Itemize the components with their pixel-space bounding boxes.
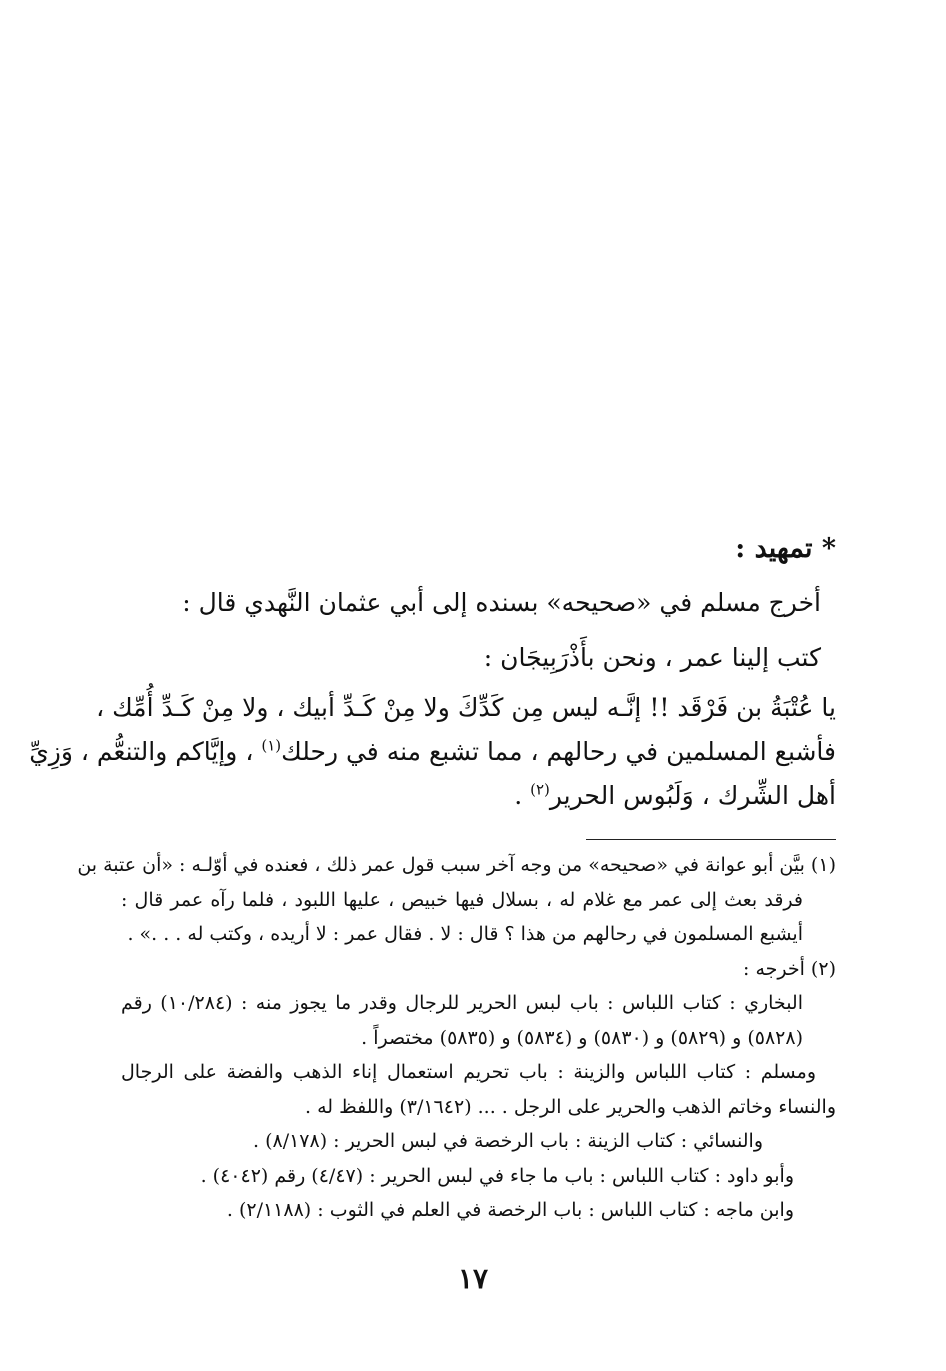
footnote-2-nasai: والنسائي : كتاب الزينة : باب الرخصة في لبس الحرير : (٨/١٧٨) . (252, 1130, 763, 1152)
quote-line-2 (29, 730, 836, 774)
quote-line-3-text-a: أهل الشِّرك ، وَلَبُوس الحرير (549, 781, 836, 810)
footnote-2-label: (٢) أخرجه : (743, 957, 836, 980)
footnote-2-bukhari-1: البخاري : كتاب اللباس : باب لبس الحرير للرجال وقدر ما يجوز منه : (١٠/٢٨٤) رقم (121, 992, 803, 1014)
footnote-1-line-1: (١) بيَّن أبو عوانة في «صحيحه» من وجه آخر سبب قول عمر ذلك ، فعنده في أوّلـه : «أن عتبة بن (77, 854, 836, 876)
quote-line-2-text-a: فأشبع المسلمين في رحالهم ، مما تشبع منه في رحلك (281, 737, 836, 766)
footnote-ref-2: (٢) (530, 780, 550, 799)
quote-line-1: يا عُتْبَةُ بن فَرْقَد !! إنَّـه ليس مِن كَدِّكَ ولا مِنْ كَـدِّ أبيك ، ولا مِنْ كَـدِّ أُمِّك ، (96, 693, 836, 722)
footnote-2-muslim-1: ومسلم : كتاب اللباس والزينة : باب تحريم استعمال إناء الذهب والفضة على الرجال (121, 1061, 816, 1083)
footnote-2-muslim-2: والنساء وخاتم الذهب والحرير على الرجل . ... (٣/١٦٤٢) واللفظ له . (305, 1095, 836, 1118)
quote-line-3-text-b: . (514, 781, 531, 810)
page-number: ١٧ (457, 1262, 489, 1295)
footnote-2-ibnmajah: وابن ماجه : كتاب اللباس : باب الرخصة في العلم في الثوب : (٢/١١٨٨) . (226, 1199, 794, 1221)
quote-line-3 (121, 774, 836, 818)
intro-line-2: كتب إلينا عمر ، ونحن بأَذْرَبِيجَان : (483, 643, 821, 672)
footnote-1-line-3: أيشبع المسلمون في رحالهم من هذا ؟ قال : لا . فقال عمر : لا أريده ، وكتب له . . .» . (127, 923, 803, 945)
intro-line-1: أخرج مسلم في «صحيحه» بسنده إلى أبي عثمان النَّهدي قال : (182, 588, 821, 617)
footnote-1-line-2: فرقد بعث إلى عمر مع غلام له ، بسلال فيها خبيص ، عليها اللبود ، فلما رآه عمر قال : (121, 888, 803, 911)
footnote-ref-1: (١) (261, 736, 282, 755)
section-heading: * تمهيد : (735, 533, 836, 564)
footnotes (77, 848, 836, 1228)
footnote-2-bukhari-2: (٥٨٢٨) و (٥٨٢٩) و (٥٨٣٠) و (٥٨٣٤) و (٥٨٣٥) مختصراً . (361, 1026, 803, 1049)
footnote-separator (586, 839, 836, 840)
quoted-letter (29, 686, 836, 818)
quote-line-2-text-b: ، وإيَّاكم والتنعُّم ، وَزِيِّ (29, 737, 262, 766)
footnote-2-abudawud: وأبو داود : كتاب اللباس : باب ما جاء في لبس الحرير : (٤/٤٧) رقم (٤٠٤٢) . (200, 1164, 794, 1187)
